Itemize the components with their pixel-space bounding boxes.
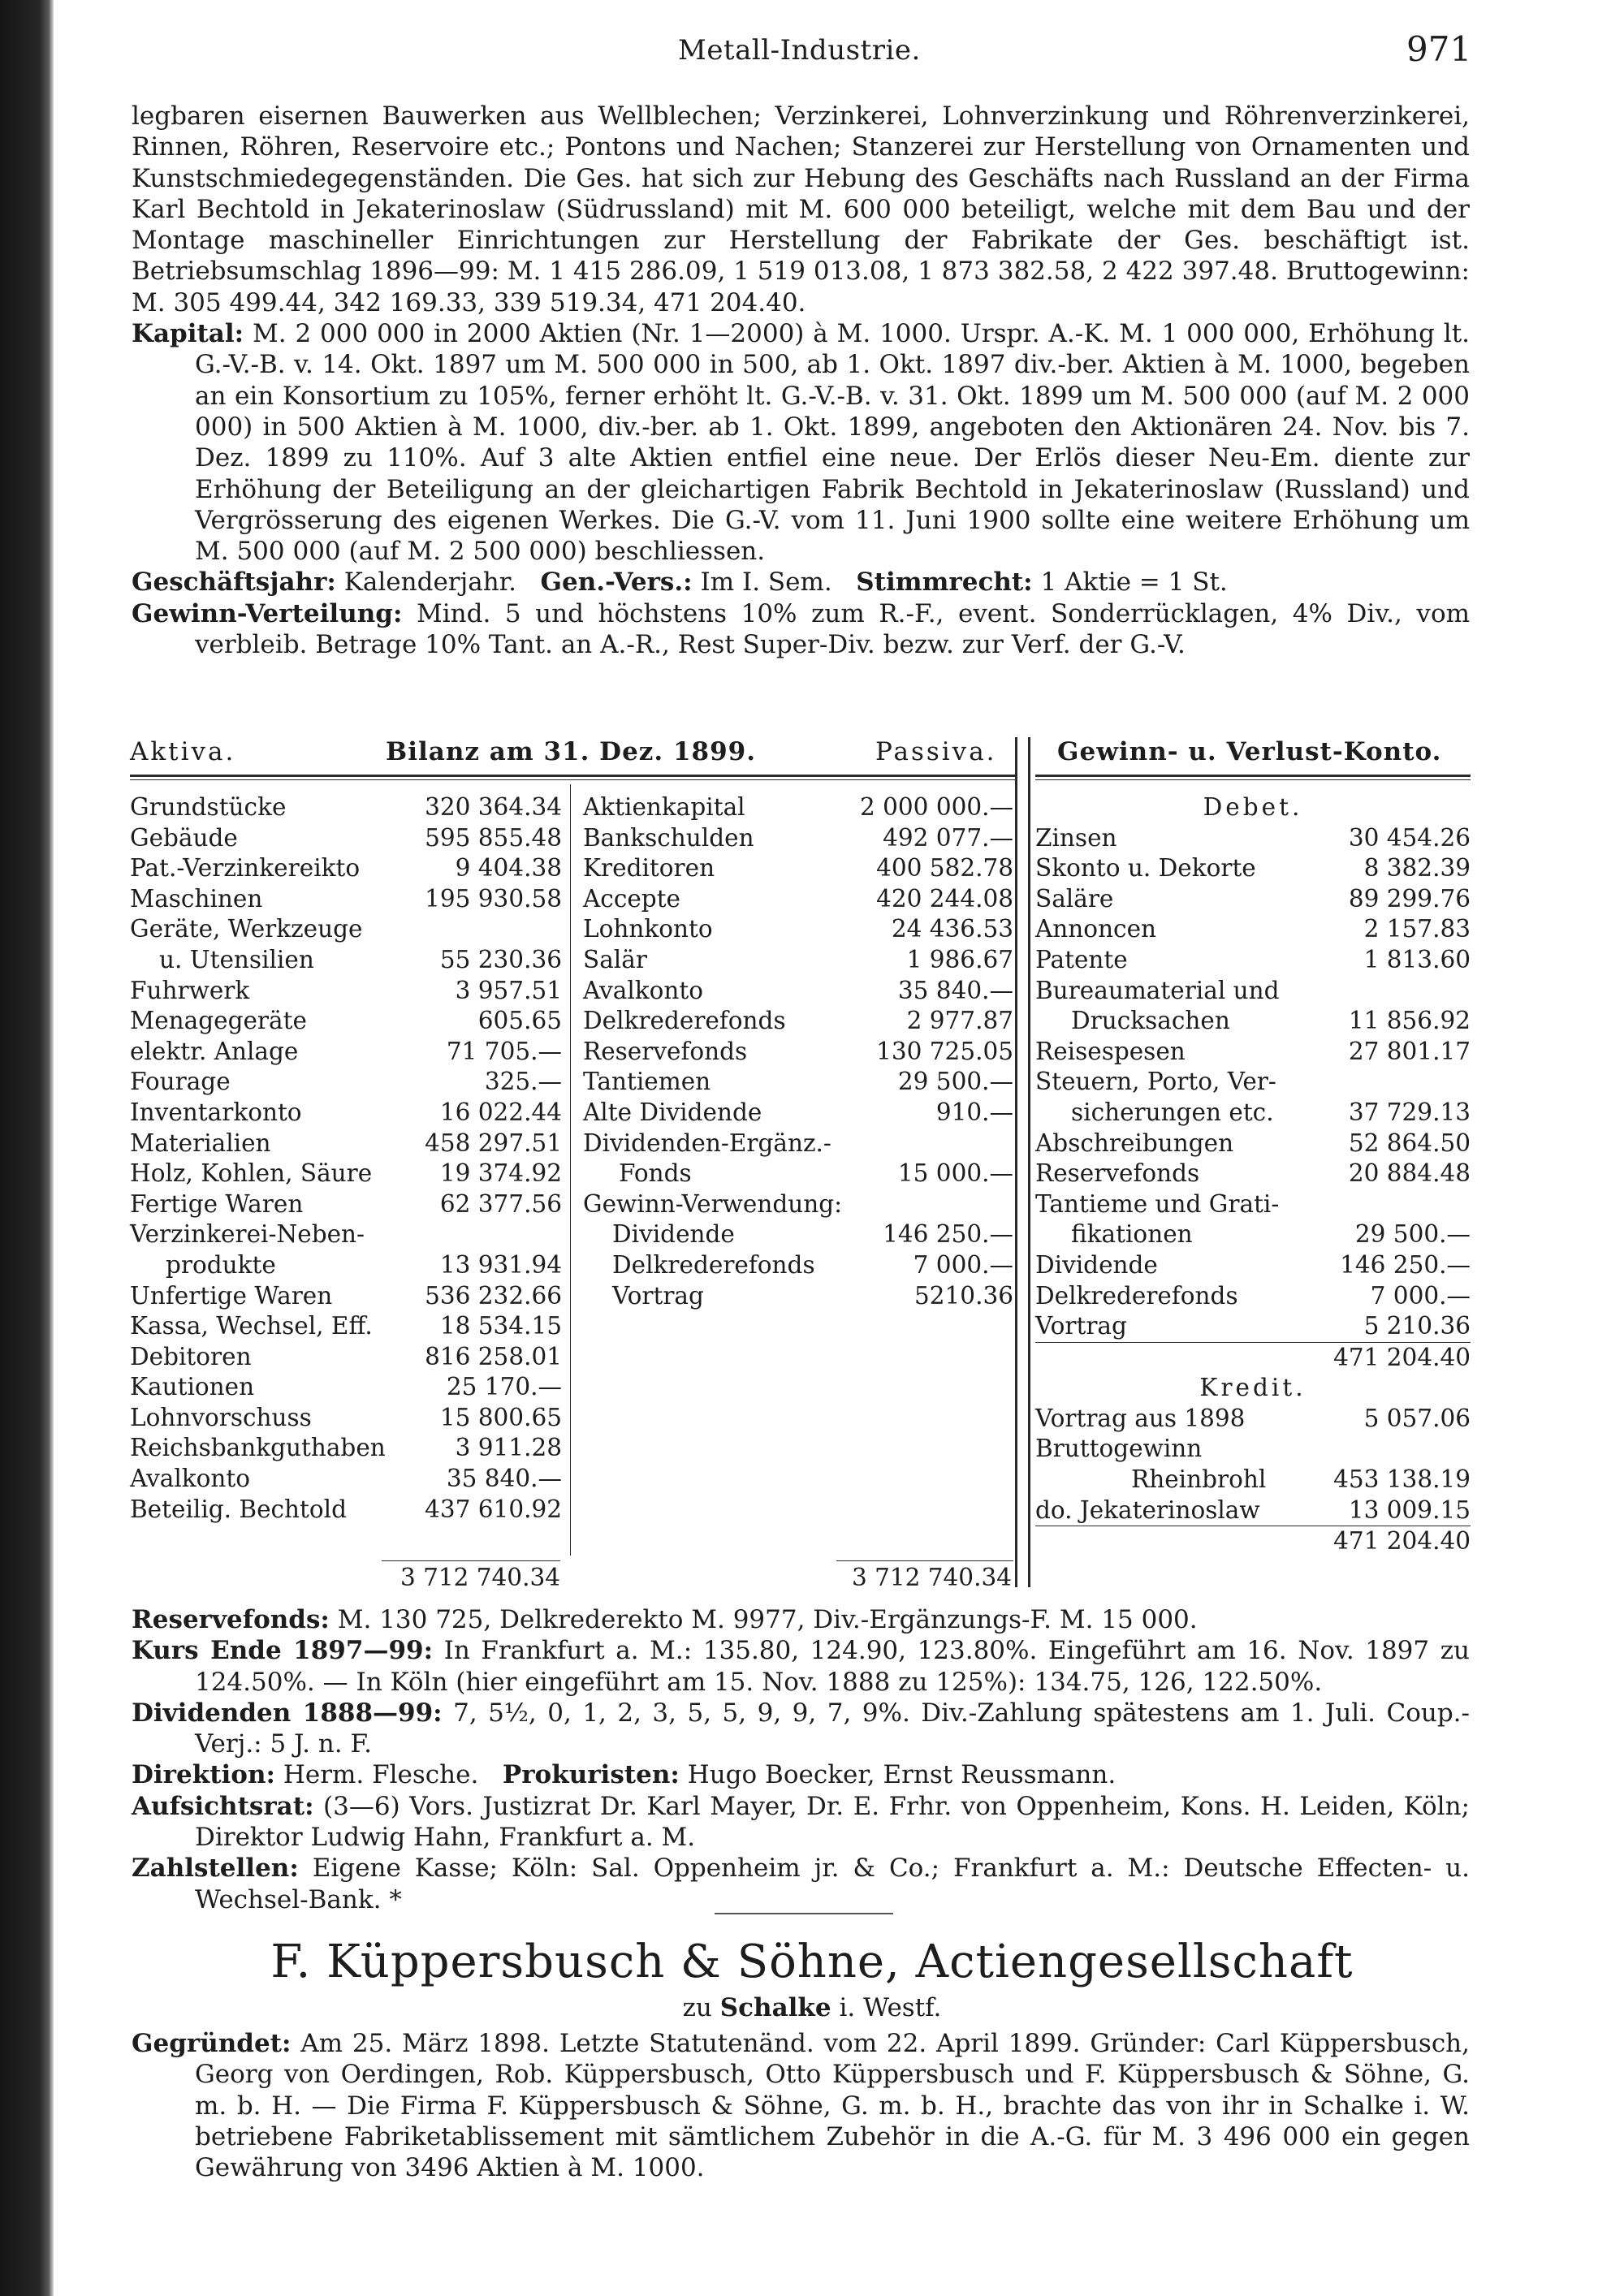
passiva-row	[583, 1189, 1013, 1220]
ledger-amount: 35 840.—	[897, 976, 1013, 1004]
debet-row	[1035, 853, 1471, 884]
gewinn-verteilung-text: Mind. 5 und höchstens 10% zum R.-F., event. Sonderrücklagen, 4% Div., vom verbleib. Betrage 10% Tant. an A.-R., Rest Super-Div. bezw. zur Verf. der G.-V.	[195, 598, 1470, 660]
aktiva-row	[130, 792, 562, 823]
ledger-label: Fourage	[130, 1068, 231, 1096]
kredit-row	[1035, 1434, 1471, 1465]
ledger-label: Vortrag aus 1898	[1035, 1404, 1246, 1432]
aktiva-row	[130, 1464, 562, 1495]
ledger-label: Aktienkapital	[583, 793, 745, 821]
ledger-amount: 71 705.—	[446, 1037, 562, 1065]
ledger-amount: 16 022.44	[439, 1098, 562, 1126]
kapital-label: Kapital:	[132, 319, 244, 349]
passiva-row	[583, 1098, 1013, 1129]
ledger-amount: 9 404.38	[455, 854, 562, 883]
ledger-label: Avalkonto	[583, 976, 704, 1004]
ledger-label: fikationen	[1071, 1220, 1193, 1249]
ledger-amount: 471 204.40	[1333, 1527, 1471, 1556]
ledger-amount: 29 500.—	[897, 1068, 1013, 1096]
kapital-text: M. 2 000 000 in 2000 Aktien (Nr. 1—2000) à M. 1000. Urspr. A.-K. M. 1 000 000, Erhöhung lt. G.-V.-B. v. 14. Okt. 1897 um M. 500 000 in 500, ab 1. Okt. 1897 div.-ber. Aktien à M. 1000, begeben an ein Konsortium zu 105%, ferner erhöht lt. G.-V.-B. v. 31. Okt. 1899 um M. 500 000 (auf M. 2 000 000) in 500 Aktien à M. 1000, div.-ber. ab 1. Okt. 1899, angeboten den Aktionären 24. Nov. bis 7. Dez. 1899 zu 110%. Auf 3 alte Aktien entfiel eine neue. Der Erlös dieser Neu-Em. diente zur Erhöhung der Beteiligung an der gleichartigen Fabrik Bechtold in Jekaterinoslaw (Russland) und Vergrösserung des eigenen Werkes. Die G.-V. vom 11. Juni 1900 sollte eine weitere Erhöhung um M. 500 000 (auf M. 2 500 000) beschliessen.	[195, 319, 1471, 567]
ledger-label: Reservefonds	[1035, 1159, 1200, 1188]
ledger-amount: 536 232.66	[425, 1281, 562, 1310]
section-divider	[715, 1913, 893, 1914]
guv-top-rule-thin	[1035, 779, 1471, 780]
ledger-amount: 7 000.—	[913, 1250, 1013, 1279]
debet-row	[1035, 945, 1471, 976]
ledger-amount: 5210.36	[914, 1281, 1013, 1310]
ledger-label: Rheinbrohl	[1131, 1465, 1267, 1494]
passiva-row	[583, 1006, 1013, 1037]
ledger-amount: 400 582.78	[876, 854, 1013, 883]
debet-heading: Debet.	[1203, 793, 1303, 821]
ledger-label: Reisespesen	[1035, 1037, 1186, 1065]
intro-paragraph: legbaren eisernen Bauwerken aus Wellblechen; Verzinkerei, Lohnverzinkung und Röhrenverzinkerei, Rinnen, Röhren, Reservoire etc.; Pontons und Nachen; Stanzerei zur Herstellung von Ornamenten und Kunstschmiedegegenständen. Die Ges. hat sich zur Hebung des Geschäfts nach Russland an der Firma Karl Bechtold in Jekaterinoslaw (Südrussland) mit M. 600 000 beteiligt, welche mit dem Bau und der Montage maschineller Einrichtungen zur Herstellung der Fabrikate der Ges. beschäftigt ist. Betriebsumschlag 1896—99: M. 1 415 286.09, 1 519 013.08, 1 873 382.58, 2 422 397.48. Bruttogewinn: M. 305 499.44, 342 169.33, 339 519.34, 471 204.40.	[132, 101, 1470, 317]
passiva-row	[583, 945, 1013, 976]
aktiva-row	[130, 1311, 562, 1342]
geschaeftsjahr-text: Kalenderjahr.	[343, 568, 516, 598]
ledger-label: Abschreibungen	[1035, 1129, 1234, 1157]
page-header	[0, 29, 1624, 75]
ledger-label: Geräte, Werkzeuge	[130, 915, 363, 943]
ledger-amount: 15 800.65	[439, 1403, 562, 1431]
intro-section	[132, 101, 1470, 660]
ledger-label: Kassa, Wechsel, Eff.	[130, 1312, 373, 1340]
ledger-amount: 52 864.50	[1348, 1129, 1471, 1157]
aktiva-row	[130, 1433, 562, 1464]
kredit-row	[1035, 1495, 1471, 1526]
passiva-sum-rule	[836, 1560, 1013, 1561]
ledger-label: Delkrederefonds	[1035, 1281, 1238, 1310]
bilanz-right-border	[1015, 737, 1017, 1587]
ledger-label: Zinsen	[1035, 823, 1117, 852]
aktiva-row	[130, 1372, 562, 1403]
direktion-text: Herm. Flesche.	[283, 1760, 479, 1790]
ledger-amount: 24 436.53	[891, 915, 1013, 943]
kapital-paragraph	[132, 318, 1470, 567]
zahlstellen-text: Eigene Kasse; Köln: Sal. Oppenheim jr. & Co.; Frankfurt a. M.: Deutsche Effecten- u. Wechsel-Bank. *	[195, 1854, 1471, 1914]
passiva-row	[583, 1129, 1013, 1159]
ledger-amount: 420 244.08	[876, 884, 1013, 913]
gewinn-verteilung-label: Gewinn-Verteilung:	[132, 598, 403, 628]
ledger-amount: 89 299.76	[1348, 884, 1471, 913]
ledger-amount: 130 725.05	[876, 1037, 1013, 1065]
ledger-amount: 2 157.83	[1363, 915, 1471, 943]
ledger-amount: 20 884.48	[1348, 1159, 1471, 1188]
ledger-amount: 605.65	[477, 1007, 562, 1035]
ledger-amount: 471 204.40	[1333, 1343, 1471, 1371]
reservefonds-text: M. 130 725, Delkrederekto M. 9977, Div.-Ergänzungs-F. M. 15 000.	[337, 1605, 1198, 1634]
aktiva-row	[130, 884, 562, 915]
guv-top-rule	[1035, 775, 1471, 777]
ledger-amount: 320 364.34	[425, 793, 562, 821]
reservefonds-line	[132, 1604, 1470, 1635]
ledger-amount: 62 377.56	[439, 1189, 562, 1218]
debet-row	[1035, 1037, 1471, 1068]
ledger-label: Bruttogewinn	[1035, 1435, 1203, 1463]
ledger-amount: 437 610.92	[425, 1495, 562, 1523]
running-head: Metall-Industrie.	[678, 34, 921, 67]
stimmrecht-text: 1 Aktie = 1 St.	[1040, 568, 1228, 598]
ledger-label: Drucksachen	[1071, 1007, 1230, 1035]
ledger-label: sicherungen etc.	[1071, 1098, 1274, 1126]
passiva-row	[583, 1250, 1013, 1281]
debet-row	[1035, 1159, 1471, 1189]
prokuristen-text: Hugo Boecker, Ernst Reussmann.	[687, 1760, 1116, 1790]
ledger-amount: 458 297.51	[425, 1129, 562, 1157]
ledger-label: Lohnkonto	[583, 915, 713, 943]
ledger-label: Dividenden-Ergänz.-	[583, 1129, 831, 1157]
ledger-label: Accepte	[583, 884, 681, 913]
aktiva-column	[130, 792, 562, 1525]
debet-row	[1035, 1311, 1471, 1342]
ledger-label: Gebäude	[130, 823, 238, 852]
aktiva-row	[130, 1189, 562, 1220]
ledger-label: Grundstücke	[130, 793, 287, 821]
prokuristen-label: Prokuristen:	[502, 1760, 680, 1790]
dividenden-text: 7, 5½, 0, 1, 2, 3, 5, 5, 9, 9, 7, 9%. Div.-Zahlung spätestens am 1. Juli. Coup.-Verj.: 5 J. n. F.	[195, 1698, 1470, 1759]
aktiva-row	[130, 1067, 562, 1098]
gegruendet-paragraph	[132, 2028, 1470, 2183]
ledger-label: Bureaumaterial und	[1035, 976, 1280, 1004]
ledger-amount: 5 057.06	[1363, 1404, 1471, 1432]
passiva-heading: Passiva.	[875, 737, 997, 766]
ledger-label: Tantiemen	[583, 1068, 711, 1096]
company-title: F. Küppersbusch & Söhne, Actiengesellschaft	[270, 1936, 1354, 1988]
debet-row	[1035, 976, 1471, 1007]
aktiva-row	[130, 823, 562, 854]
kurs-paragraph	[132, 1635, 1470, 1698]
ledger-label: Lohnvorschuss	[130, 1403, 312, 1431]
ledger-label: Dividende	[1035, 1250, 1158, 1279]
ledger-amount: 2 000 000.—	[859, 793, 1013, 821]
aufsichtsrat-label: Aufsichtsrat:	[132, 1791, 314, 1821]
company-place	[0, 1993, 1624, 2022]
kurs-text: In Frankfurt a. M.: 135.80, 124.90, 123.80%. Eingeführt am 16. Nov. 1897 zu 124.50%. — In Köln (hier eingeführt am 15. Nov. 1888 zu 125%): 134.75, 126, 122.50%.	[195, 1636, 1471, 1697]
ledger-label: Fonds	[619, 1159, 692, 1188]
direktion-line	[132, 1759, 1470, 1790]
ledger-label: Materialien	[130, 1129, 271, 1157]
passiva-row	[583, 853, 1013, 884]
aktiva-row	[130, 1219, 562, 1250]
gewinn-verteilung-paragraph	[132, 598, 1470, 661]
ledger-label: Alte Dividende	[583, 1098, 762, 1126]
company-details	[132, 1604, 1470, 1915]
ledger-amount: 25 170.—	[446, 1373, 562, 1401]
ledger-amount: 1 986.67	[906, 945, 1013, 973]
ledger-label: Tantieme und Grati-	[1035, 1189, 1280, 1218]
dividenden-label: Dividenden 1888—99:	[132, 1698, 443, 1728]
kredit-row	[1035, 1404, 1471, 1435]
ledger-label: elektr. Anlage	[130, 1037, 299, 1065]
ledger-label: Delkrederefonds	[583, 1007, 786, 1035]
ledger-amount: 910.—	[935, 1098, 1013, 1126]
aktiva-row	[130, 1250, 562, 1281]
debet-row	[1035, 1006, 1471, 1037]
ledger-amount: 146 250.—	[1340, 1250, 1471, 1279]
debet-row	[1035, 914, 1471, 945]
ledger-amount: 18 534.15	[439, 1312, 562, 1340]
ledger-amount: 15 000.—	[897, 1159, 1013, 1188]
ledger-label: Avalkonto	[130, 1465, 251, 1493]
aktiva-row	[130, 945, 562, 976]
ledger-label: Vortrag	[612, 1281, 704, 1310]
company-place-prefix: zu	[682, 1993, 712, 2022]
debet-row	[1035, 1098, 1471, 1129]
ledger-label: Unfertige Waren	[130, 1281, 333, 1310]
ledger-amount: 19 374.92	[439, 1159, 562, 1188]
aktiva-row	[130, 1281, 562, 1312]
bilanz-title: Bilanz am 31. Dez. 1899.	[386, 737, 757, 766]
company-place-name: Schalke	[719, 1993, 831, 2022]
debet-total	[1035, 1342, 1471, 1374]
ledger-label: Reservefonds	[583, 1037, 748, 1065]
zahlstellen-paragraph	[132, 1853, 1470, 1915]
dividenden-paragraph	[132, 1698, 1470, 1760]
ledger-amount: 453 138.19	[1333, 1465, 1471, 1494]
ledger-label: do. Jekaterinoslaw	[1035, 1495, 1260, 1524]
stimmrecht-label: Stimmrecht:	[856, 568, 1033, 598]
genvers-label: Gen.-Vers.:	[540, 568, 693, 598]
passiva-row	[583, 792, 1013, 823]
geschaeftsjahr-line	[132, 567, 1470, 598]
ledger-amount: 11 856.92	[1348, 1007, 1471, 1035]
ledger-label: Debitoren	[130, 1342, 252, 1370]
ledger-label: Salär	[583, 945, 647, 973]
ledger-amount: 5 210.36	[1363, 1312, 1471, 1340]
ledger-amount: 1 813.60	[1363, 945, 1471, 973]
ledger-label: Pat.-Verzinkereikto	[130, 854, 361, 883]
debet-row	[1035, 1067, 1471, 1098]
passiva-row	[583, 884, 1013, 915]
ledger-amount: 492 077.—	[883, 823, 1013, 852]
aufsichtsrat-text: (3—6) Vors. Justizrat Dr. Karl Mayer, Dr. E. Frhr. von Oppenheim, Kons. H. Leiden, Köln; Direktor Ludwig Hahn, Frankfurt a. M.	[195, 1791, 1470, 1853]
aktiva-row	[130, 1006, 562, 1037]
ledger-amount: 27 801.17	[1348, 1037, 1471, 1065]
company-place-suffix: i. Westf.	[839, 1993, 942, 2022]
guv-left-border	[1028, 737, 1030, 1587]
aktiva-total: 3 712 740.34	[400, 1564, 560, 1591]
guv-column	[1035, 792, 1471, 1557]
aktiva-row	[130, 1403, 562, 1434]
aktiva-row	[130, 1495, 562, 1526]
page-number: 971	[1406, 29, 1472, 69]
ledger-label: Menagegeräte	[130, 1007, 307, 1035]
ledger-amount: 35 840.—	[446, 1465, 562, 1493]
ledger-label: Bankschulden	[583, 823, 754, 852]
passiva-row	[583, 914, 1013, 945]
bilanz-top-rule-thin	[130, 779, 1015, 780]
ledger-amount: 30 454.26	[1348, 823, 1471, 852]
aktiva-row	[130, 1342, 562, 1373]
aktiva-sum-rule	[382, 1560, 560, 1561]
ledger-label: Gewinn-Verwendung:	[583, 1189, 843, 1218]
debet-row	[1035, 1189, 1471, 1220]
ledger-amount: 13 009.15	[1348, 1495, 1471, 1524]
ledger-label: Fuhrwerk	[130, 976, 250, 1004]
aktiva-row	[130, 1098, 562, 1129]
debet-row	[1035, 1129, 1471, 1159]
aktiva-row	[130, 853, 562, 884]
passiva-row	[583, 1281, 1013, 1312]
ledger-label: produkte	[166, 1250, 276, 1279]
ledger-amount: 3 957.51	[455, 976, 562, 1004]
gegruendet-text: Am 25. März 1898. Letzte Statutenänd. vom 22. April 1899. Gründer: Carl Küppersbusch, Georg von Oerdingen, Rob. Küppersbusch, Otto Küppersbusch und F. Küppersbusch & Söhne, G. m. b. H. — Die Firma F. Küppersbusch & Söhne, G. m. b. H., brachte das von ihr in Schalke i. W. betriebene Fabriketablissement mit sämtlichem Zubehör in die A.-G. für M. 3 496 000 ein gegen Gewährung von 3496 Aktien à M. 1000.	[195, 2029, 1471, 2183]
ledger-amount: 29 500.—	[1354, 1220, 1471, 1249]
aktiva-row	[130, 914, 562, 945]
ledger-amount: 3 911.28	[455, 1434, 562, 1462]
ledger-label: Saläre	[1035, 884, 1114, 913]
kredit-heading: Kredit.	[1199, 1374, 1307, 1402]
reservefonds-label: Reservefonds:	[132, 1605, 330, 1634]
ledger-amount: 325.—	[484, 1068, 562, 1096]
ledger-label: Dividende	[612, 1220, 735, 1249]
passiva-row	[583, 1219, 1013, 1250]
genvers-text: Im I. Sem.	[700, 568, 832, 598]
bilanz-top-rule	[130, 775, 1015, 777]
debet-row	[1035, 1281, 1471, 1312]
gegruendet-section	[132, 2028, 1470, 2183]
ledger-label: Verzinkerei-Neben-	[130, 1220, 365, 1249]
debet-row	[1035, 1250, 1471, 1281]
passiva-row	[583, 823, 1013, 854]
kredit-row	[1035, 1465, 1471, 1495]
ledger-label: u. Utensilien	[159, 945, 314, 973]
debet-row	[1035, 1219, 1471, 1250]
ledger-label: Fertige Waren	[130, 1189, 304, 1218]
ledger-label: Patente	[1035, 945, 1128, 973]
ledger-label: Annoncen	[1035, 915, 1157, 943]
debet-row	[1035, 823, 1471, 854]
ledger-label: Kautionen	[130, 1373, 255, 1401]
ledger-label: Delkrederefonds	[612, 1250, 815, 1279]
ledger-amount: 7 000.—	[1370, 1281, 1471, 1310]
passiva-row	[583, 1159, 1013, 1189]
aktiva-passiva-divider	[570, 784, 571, 1556]
ledger-amount: 595 855.48	[425, 823, 562, 852]
passiva-row	[583, 1067, 1013, 1098]
geschaeftsjahr-label: Geschäftsjahr:	[132, 568, 336, 598]
passiva-row	[583, 1037, 1013, 1068]
ledger-label: Kreditoren	[583, 854, 715, 883]
passiva-total: 3 712 740.34	[851, 1564, 1012, 1591]
kurs-label: Kurs Ende 1897—99:	[132, 1636, 434, 1666]
ledger-label: Beteilig. Bechtold	[130, 1495, 347, 1523]
aktiva-row	[130, 1159, 562, 1189]
ledger-amount: 13 931.94	[439, 1250, 562, 1279]
ledger-amount: 8 382.39	[1363, 854, 1471, 883]
ledger-label: Vortrag	[1035, 1312, 1127, 1340]
passiva-column	[583, 792, 1013, 1311]
ledger-label: Skonto u. Dekorte	[1035, 854, 1256, 883]
ledger-amount: 195 930.58	[425, 884, 562, 913]
ledger-amount: 2 977.87	[906, 1007, 1013, 1035]
aufsichtsrat-paragraph	[132, 1791, 1470, 1854]
ledger-amount: 37 729.13	[1348, 1098, 1471, 1126]
aktiva-heading: Aktiva.	[130, 737, 236, 766]
aktiva-row	[130, 1129, 562, 1159]
ledger-amount: 816 258.01	[425, 1342, 562, 1370]
kredit-total	[1035, 1526, 1471, 1557]
zahlstellen-label: Zahlstellen:	[132, 1854, 299, 1884]
debet-row	[1035, 884, 1471, 915]
guv-title: Gewinn- u. Verlust-Konto.	[1057, 737, 1442, 766]
aktiva-row	[130, 1037, 562, 1068]
ledger-label: Holz, Kohlen, Säure	[130, 1159, 373, 1188]
ledger-label: Maschinen	[130, 884, 263, 913]
ledger-amount: 55 230.36	[439, 945, 562, 973]
gegruendet-label: Gegründet:	[132, 2029, 292, 2058]
ledger-label: Steuern, Porto, Ver-	[1035, 1068, 1276, 1096]
ledger-label: Reichsbankguthaben	[130, 1434, 386, 1462]
aktiva-row	[130, 976, 562, 1007]
direktion-label: Direktion:	[132, 1760, 275, 1790]
passiva-row	[583, 976, 1013, 1007]
ledger-label: Inventarkonto	[130, 1098, 302, 1126]
ledger-amount: 146 250.—	[883, 1220, 1013, 1249]
